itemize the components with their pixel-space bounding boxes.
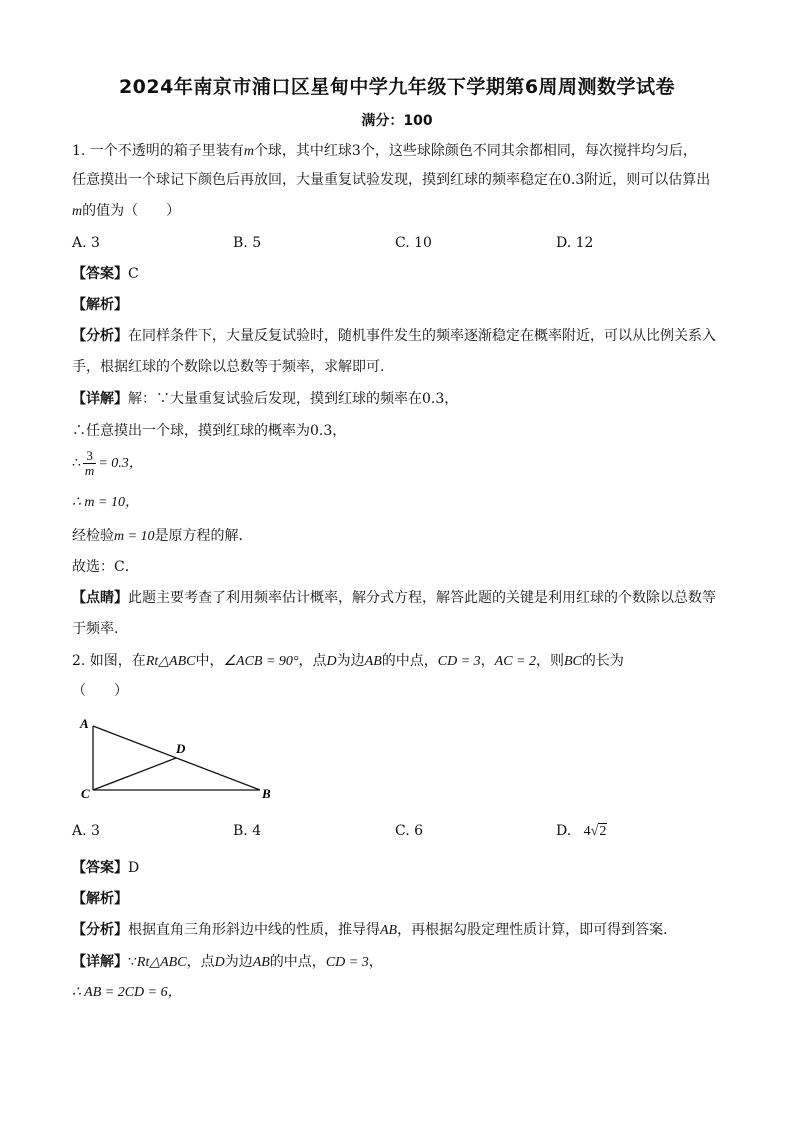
fenxi-text: 在同样条件下，大量反复试验时，随机事件发生的频率逐渐稳定在概率附近，可以从比例关系入 (128, 328, 716, 344)
q2-math: BC (564, 654, 582, 669)
fraction-3-over-m (83, 449, 96, 478)
fraction-denominator: m (84, 462, 95, 478)
detail-tag: 【详解】 (72, 954, 128, 970)
label-c: C (81, 786, 90, 801)
option-d-label: D. (556, 823, 572, 839)
q2-text: 的中点， (381, 653, 438, 669)
q2-step-ab: ∴ AB = 2CD = 6， (72, 985, 182, 1000)
q1-check-line (72, 526, 253, 547)
q2-analysis-tag (72, 889, 128, 909)
radicand: 2 (599, 824, 607, 839)
detail-math: Rt△ABC (136, 955, 187, 970)
check-text: 是原方程的解． (154, 528, 253, 544)
fenxi-math: AB (380, 923, 398, 938)
q1-answer (72, 264, 139, 284)
label-a: A (80, 716, 89, 731)
q1-detail-line1 (72, 389, 458, 409)
q1-text: 个球，其中红球3个，这些球除颜色不同其余都相同，每次搅拌均匀后， (253, 143, 697, 159)
q2-math: D (326, 654, 337, 669)
q1-option-b: B. 5 (233, 235, 262, 251)
q2-math: ∠ACB = 90° (223, 654, 299, 669)
answer-value: D (128, 860, 140, 876)
q1-option-a: A. 3 (72, 235, 100, 251)
q2-detail-line (72, 952, 383, 973)
detail-math: AB (252, 955, 270, 970)
q2-option-d (556, 821, 607, 842)
q1-option-c: C. 10 (395, 235, 432, 251)
q2-answer (72, 858, 139, 878)
check-text: 经检验 (72, 528, 114, 544)
therefore-symbol: ∴ (72, 455, 81, 471)
q1-step-fraction (72, 448, 143, 479)
q2-option-c: C. 6 (395, 823, 424, 839)
q1-detail-line2: ∴任意摸出一个球，摸到红球的概率为0.3， (72, 423, 347, 439)
q1-choose-line: 故选：C． (72, 559, 139, 575)
root-coefficient: 4 (583, 824, 591, 839)
analysis-tag: 【解析】 (72, 891, 128, 907)
fenxi-text: ，再根据勾股定理性质计算，即可得到答案． (397, 922, 678, 938)
q1-analysis-tag (72, 295, 128, 315)
q2-stem-line1 (72, 651, 624, 672)
q1-text: 的值为（ ） (82, 203, 181, 219)
q2-math: AB (364, 654, 382, 669)
label-b: B (262, 786, 271, 801)
q1-option-d: D. 12 (556, 235, 594, 251)
q2-fenxi-line (72, 920, 677, 941)
four-root-two: 4√2 (583, 824, 607, 839)
fenxi-text: 根据直角三角形斜边中线的性质，推导得 (128, 922, 380, 938)
detail-text: ， (368, 954, 383, 970)
full-score-label: 满分：100 (361, 113, 433, 129)
check-math: m = 10 (114, 529, 155, 544)
detail-text: 解：∵大量重复试验后发现，摸到红球的频率在0.3， (128, 391, 459, 407)
q2-math: AC = 2 (494, 654, 536, 669)
answer-tag: 【答案】 (72, 266, 128, 282)
q2-text: ，点 (298, 653, 327, 669)
q2-text: 的长为 (581, 653, 624, 669)
q2-option-b: B. 4 (233, 823, 262, 839)
fenxi-tag: 【分析】 (72, 922, 128, 938)
q1-comment-line1 (72, 588, 716, 608)
segment-cd (93, 758, 176, 790)
detail-text: ，点 (186, 954, 215, 970)
q1-stem-line2: 任意摸出一个球记下颜色后再放回，大量重复试验发现，摸到红球的频率稳定在0.3附近，则可以估算出 (72, 172, 711, 188)
q2-text: ，则 (536, 653, 564, 669)
q1-fenxi-line1 (72, 326, 716, 346)
analysis-tag: 【解析】 (72, 297, 128, 313)
q1-comment-line2: 于频率. (72, 621, 119, 637)
equation-rhs: = 0.3， (98, 456, 143, 471)
detail-text: 的中点， (269, 954, 326, 970)
exam-title: 2024年南京市浦口区星甸中学九年级下学期第6周周测数学试卷 (118, 76, 676, 98)
q2-text: 中， (195, 653, 224, 669)
q1-var-m: m (243, 144, 254, 159)
label-d: D (176, 741, 186, 756)
comment-tag: 【点睛】 (72, 590, 128, 606)
q1-stem-line3 (72, 201, 180, 222)
comment-text: 此题主要考查了利用频率估计概率，解分式方程，解答此题的关键是利用红球的个数除以总数等 (128, 590, 716, 606)
detail-math: D (214, 955, 225, 970)
q1-var-m: m (72, 204, 83, 219)
q2-stem-line2: （ ） (72, 683, 128, 699)
q1-fenxi-line2: 手，根据红球的个数除以总数等于频率，求解即可. (72, 359, 385, 375)
q2-text: 2. 如图，在 (72, 653, 146, 669)
triangle-figure (76, 712, 286, 807)
detail-text: ∵ (128, 954, 137, 970)
q1-stem-line1 (72, 141, 697, 162)
q2-text: ， (480, 653, 495, 669)
answer-tag: 【答案】 (72, 860, 128, 876)
fraction-numerator: 3 (83, 449, 96, 464)
detail-math: CD = 3 (325, 955, 369, 970)
q1-text: 1. 一个不透明的箱子里装有 (72, 143, 244, 159)
fenxi-tag: 【分析】 (72, 328, 128, 344)
detail-text: 为边 (224, 954, 253, 970)
q1-step-m-value: ∴ m = 10， (72, 495, 139, 510)
detail-tag: 【详解】 (72, 391, 128, 407)
q2-text: 为边 (336, 653, 365, 669)
q2-math: Rt△ABC (145, 654, 196, 669)
q2-option-a: A. 3 (72, 823, 100, 839)
answer-value: C (128, 266, 139, 282)
q2-math: CD = 3 (437, 654, 481, 669)
